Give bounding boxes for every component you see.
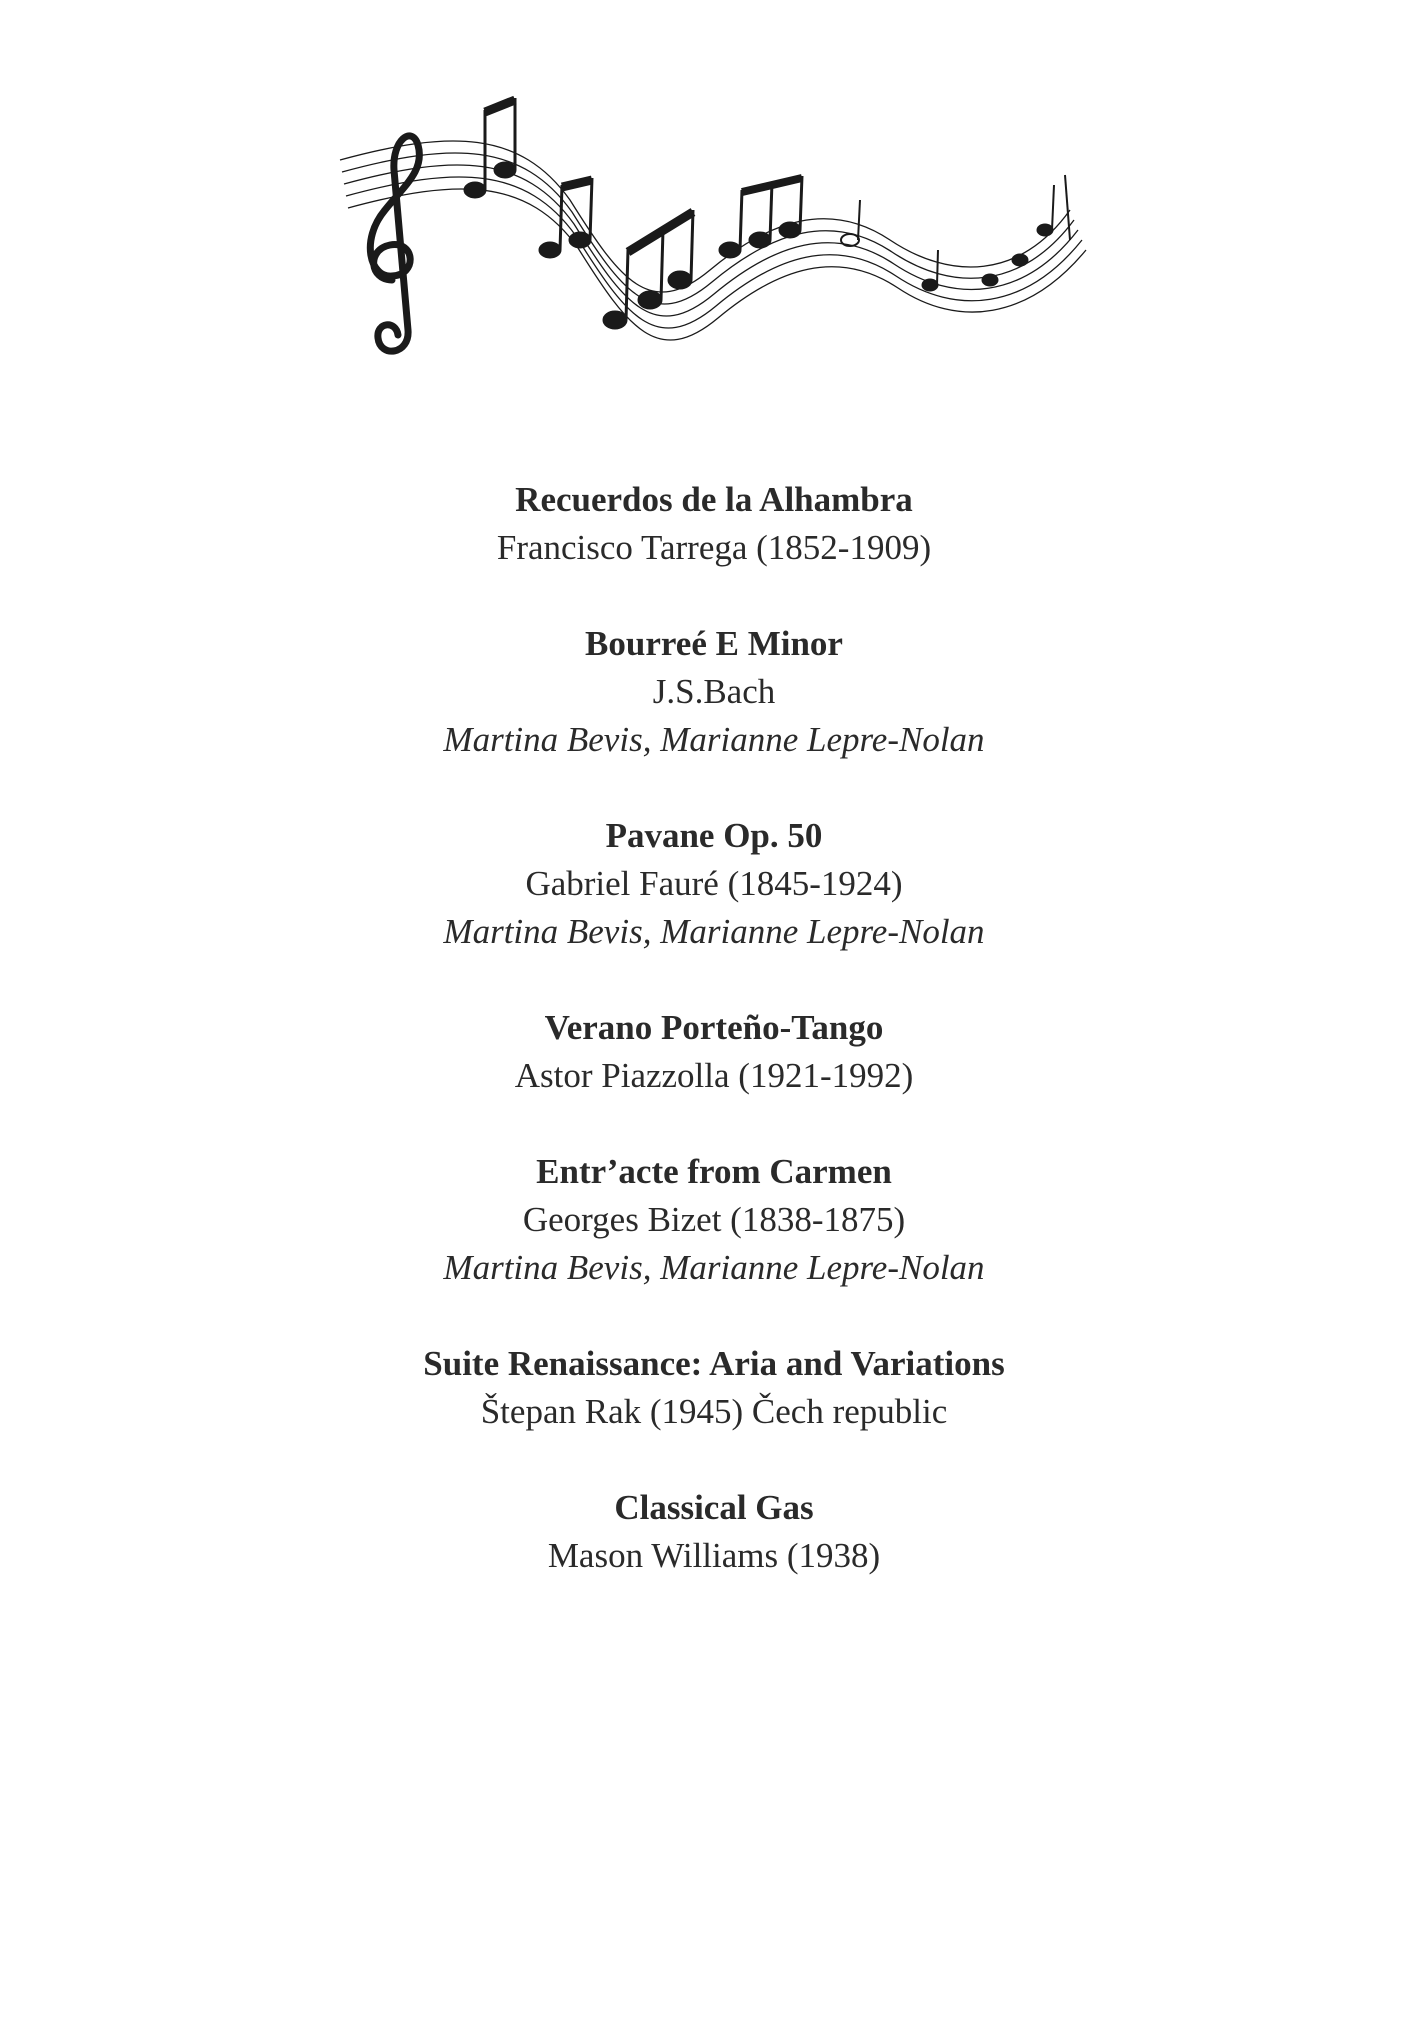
piece-item xyxy=(0,812,1428,956)
music-staff-ornament-icon xyxy=(330,90,1100,420)
piece-item xyxy=(0,1340,1428,1436)
piece-composer: Štepan Rak (1945) Čech republic xyxy=(480,1392,948,1431)
piece-item xyxy=(0,1148,1428,1292)
piece-title: Bourreé E Minor xyxy=(585,624,843,663)
piece-title: Verano Porteño-Tango xyxy=(544,1008,884,1047)
piece-item xyxy=(0,476,1428,572)
piece-composer: Gabriel Fauré (1845-1924) xyxy=(525,864,903,903)
piece-composer: Astor Piazzolla (1921-1992) xyxy=(514,1056,914,1095)
piece-performers: Martina Bevis, Marianne Lepre-Nolan xyxy=(443,720,985,759)
piece-item xyxy=(0,1484,1428,1580)
piece-composer: Georges Bizet (1838-1875) xyxy=(522,1200,906,1239)
piece-title: Suite Renaissance: Aria and Variations xyxy=(423,1344,1005,1383)
piece-title: Recuerdos de la Alhambra xyxy=(515,480,913,519)
piece-performers: Martina Bevis, Marianne Lepre-Nolan xyxy=(443,1248,985,1287)
piece-item xyxy=(0,620,1428,764)
piece-item xyxy=(0,1004,1428,1100)
programme-list xyxy=(0,476,1428,1628)
piece-performers: Martina Bevis, Marianne Lepre-Nolan xyxy=(443,912,985,951)
piece-composer: J.S.Bach xyxy=(652,672,776,711)
piece-title: Classical Gas xyxy=(614,1488,814,1527)
piece-title: Pavane Op. 50 xyxy=(605,816,823,855)
piece-title: Entr’acte from Carmen xyxy=(536,1152,892,1191)
piece-composer: Francisco Tarrega (1852-1909) xyxy=(496,528,932,567)
piece-composer: Mason Williams (1938) xyxy=(547,1536,881,1575)
